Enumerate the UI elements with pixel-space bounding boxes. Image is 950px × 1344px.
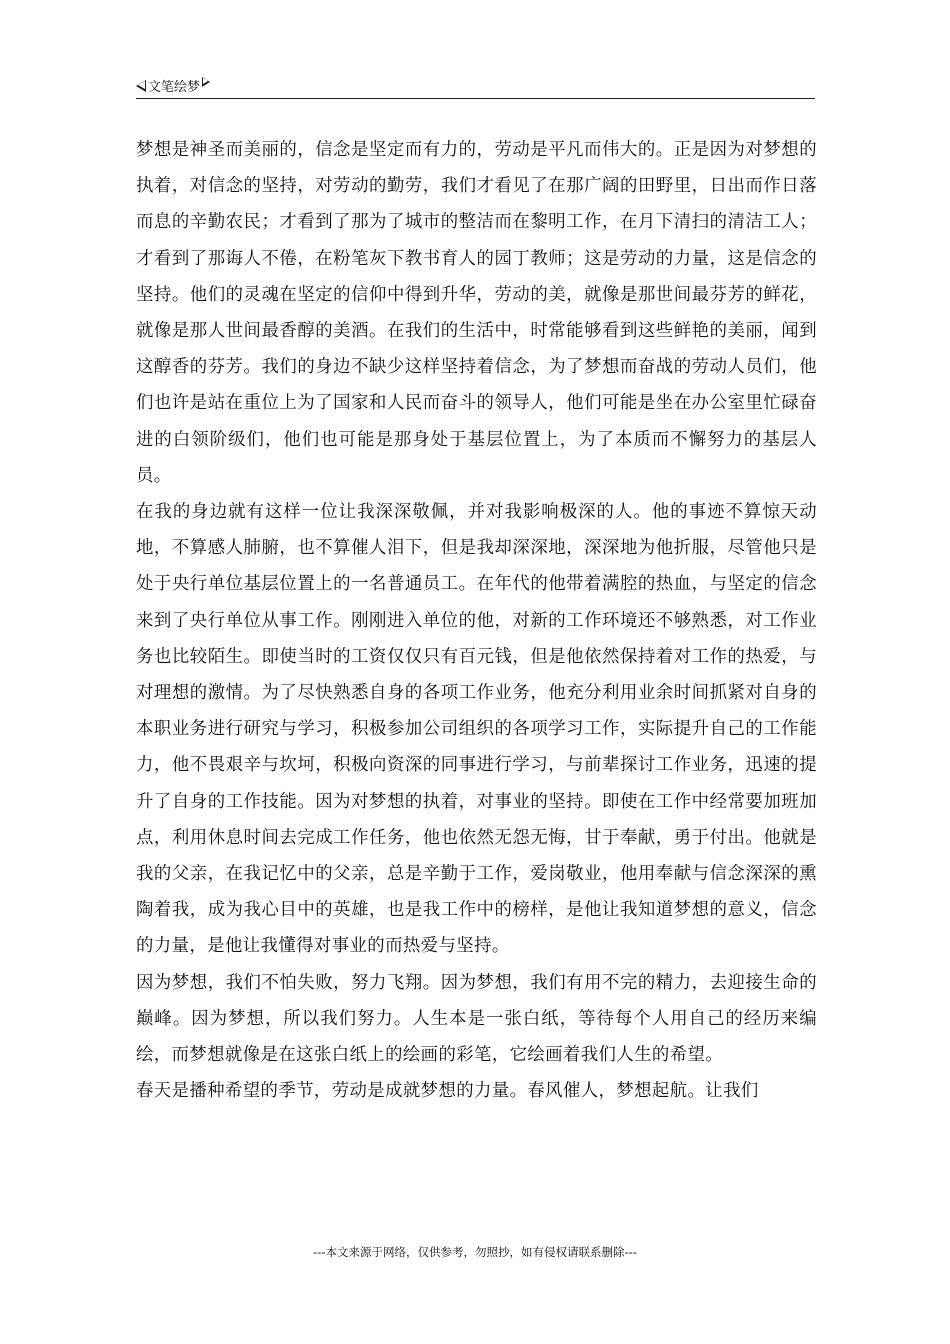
paragraph-1: 梦想是神圣而美丽的，信念是坚定而有力的，劳动是平凡而伟大的。正是因为对梦想的执着，对信念的坚持，对劳动的勤劳，我们才看见了在那广阔的田野里，日出而作日落而息的辛勤农民；才看到了那为了城市的整洁而在黎明工作，在月下清扫的清洁工人；才看到了那诲人不倦，在粉笔灰下教书育人的园丁教师；这是劳动的力量，这是信念的坚持。他们的灵魂在坚定的信仰中得到升华，劳动的美，就像是那世间最芬芳的鲜花，就像是那人世间最香醇的美酒。在我们的生活中，时常能够看到这些鲜艳的美丽，闻到这醇香的芬芳。我们的身边不缺少这样坚持着信念，为了梦想而奋战的劳动人员们，他们也许是站在重位上为了国家和人民而奋斗的领导人，他们可能是坐在办公室里忙碌奋进的白领阶级们，他们也可能是那身处于基层位置上，为了本质而不懈努力的基层人员。 <box>136 140 817 486</box>
header-brand <box>136 76 210 95</box>
paragraph-2: 在我的身边就有这样一位让我深深敬佩，并对我影响极深的人。他的事迹不算惊天动地，不算感人肺腑，也不算催人泪下，但是我却深深地，深深地为他折服，尽管他只是处于央行单位基层位置上的一名普通员工。在年代的他带着满腔的热血，与坚定的信念来到了央行单位从事工作。刚刚进入单位的他，对新的工作环境还不够熟悉，对工作业务也比较陌生。即使当时的工资仅仅只有百元钱，但是他依然保持着对工作的热爱，与对理想的激情。为了尽快熟悉自身的各项工作业务，他充分利用业余时间抓紧对自身的本职业务进行研究与学习，积极参加公司组织的各项学习工作，实际提升自己的工作能力，他不畏艰辛与坎坷，积极向资深的同事进行学习，与前辈探讨工作业务，迅速的提升了自身的工作技能。因为对梦想的执着，对事业的坚持。即使在工作中经常要加班加点，利用休息时间去完成工作任务，他也依然无怨无悔，甘于奉献，勇于付出。他就是我的父亲，在我记忆中的父亲，总是辛勤于工作，爱岗敬业，他用奉献与信念深深的熏陶着我，成为我心目中的英雄，也是我工作中的榜样，是他让我知道梦想的意义，信念的力量，是他让我懂得对事业的而热爱与坚持。 <box>136 502 817 957</box>
page-header <box>136 74 815 99</box>
document-body <box>136 132 817 1109</box>
header-title: 文笔绘梦 <box>148 80 201 95</box>
right-triangle-icon <box>202 77 210 87</box>
paragraph-3: 因为梦想，我们不怕失败，努力飞翔。因为梦想，我们有用不完的精力，去迎接生命的巅峰。因为梦想，所以我们努力。人生本是一张白纸，等待每个人用自己的经历来编绘，而梦想就像是在这张白纸上的绘画的彩笔，它绘画着我们人生的希望。 <box>136 972 817 1066</box>
paragraph-4: 春天是播种希望的季节，劳动是成就梦想的力量。春风催人，梦想起航。让我们 <box>136 1081 759 1102</box>
left-triangle-icon <box>136 80 146 92</box>
footer-disclaimer: ---本文来源于网络，仅供参考，勿照抄，如有侵权请联系删除--- <box>313 1245 637 1259</box>
